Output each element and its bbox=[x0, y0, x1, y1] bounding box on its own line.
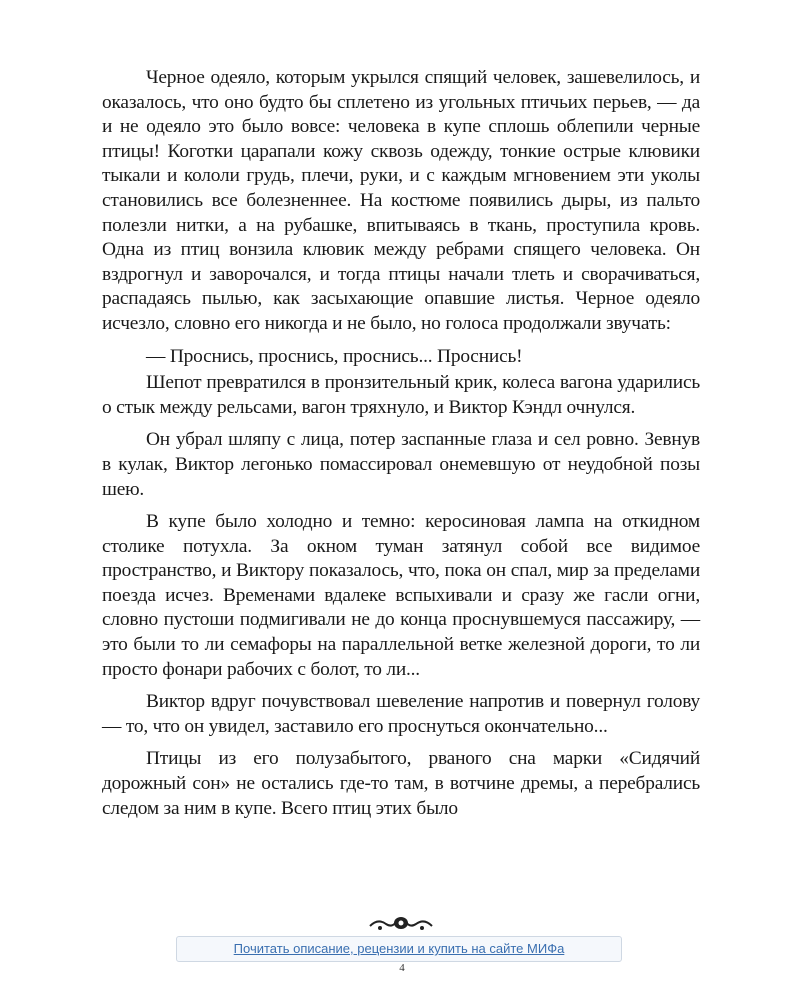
buy-link-banner[interactable]: Почитать описание, рецензии и купить на сайте МИФа bbox=[176, 936, 622, 962]
paragraph-7: Птицы из его полузабытого, рваного сна марки «Сидячий дорожный сон» не остались где-то там, в вотчине дремы, а перебрались следом за ним в купе. Всего птиц этих было bbox=[102, 748, 700, 819]
paragraph-2-dialogue: — Проснись, проснись, проснись... Проснись! bbox=[146, 345, 523, 367]
page-number: 4 bbox=[399, 962, 405, 974]
book-page-text bbox=[102, 66, 700, 829]
paragraph-5: В купе было холодно и темно: керосиновая лампа на откидном столике потухла. За окном туман затянул собой все видимое пространство, и Виктору показалось, что, пока он спал, мир за пределами поезда исчез. Временами вдалеке вспыхивали и сразу же гасли огни, словно пустоши подмигивали не до конца проснувшемуся пассажиру, — это были то ли семафоры на параллельной ветке железной дороги, то ли просто фонари рабочих с болот, то ли... bbox=[102, 511, 700, 680]
paragraph-3: Шепот превратился в пронзительный крик, колеса вагона ударились о стык между рельсами, вагон тряхнуло, и Виктор Кэндл очнулся. bbox=[102, 372, 700, 418]
ornament-icon bbox=[366, 912, 436, 934]
paragraph-4: Он убрал шляпу с лица, потер заспанные глаза и сел ровно. Зевнув в кулак, Виктор легонько помассировал онемевшую от неудобной позы шею. bbox=[102, 429, 700, 500]
paragraph-6: Виктор вдруг почувствовал шевеление напротив и повернул голову — то, что он увидел, заставило его проснуться окончательно... bbox=[102, 691, 700, 737]
paragraph-1: Черное одеяло, которым укрылся спящий человек, зашевелилось, и оказалось, что оно будто бы сплетено из угольных птичьих перьев, — да и не одеяло это было вовсе: человека в купе сплошь облепили черные птицы! Коготки царапали кожу сквозь одежду, тонкие острые клювики тыкали и кололи грудь, плечи, руки, и с каждым мгновением эти уколы становились все болезненнее. На костюме появились дыры, из пальто полезли нитки, а на рубашке, впитываясь в ткань, проступила кровь. Одна из птиц вонзила клювик между ребрами спящего человека. Он вздрогнул и заворочался, и тогда птицы начали тлеть и сворачиваться, распадаясь пылью, как засыхающие опавшие листья. Черное одеяло исчезло, словно его никогда и не было, но голоса продолжали звучать: bbox=[102, 67, 700, 334]
